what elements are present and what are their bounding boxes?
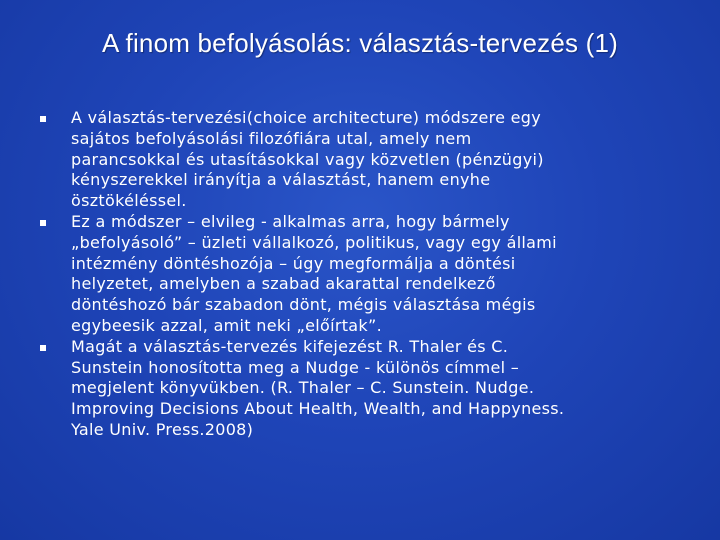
bullet-text: Magát a választás-tervezés kifejezést R. Thaler és C. Sunstein honosította meg a Nudge - különös címmel – megjelent könyvükben. (R. Thaler – C. Sunstein. Nudge. Improving Decisions About Health, Wealth, and Happyness. Yale Univ. Press.2008): [71, 336, 565, 439]
bullet-text: A választás-tervezési(choice architecture) módszere egy sajátos befolyásolási filozófiára utal, amely nem parancsokkal és utasításokkal vagy közvetlen (pénzügyi) kényszerekkel irányítja a választást, hanem enyhe ösztökéléssel.: [71, 108, 544, 211]
square-bullet-icon: [40, 220, 46, 226]
slide-title: A finom befolyásolás: választás-tervezés (1): [101, 28, 619, 58]
bullet-item: [40, 108, 690, 212]
square-bullet-icon: [40, 345, 46, 351]
square-bullet-icon: [40, 116, 46, 122]
bullet-text: Ez a módszer – elvileg - alkalmas arra, hogy bármely „befolyásoló” – üzleti vállalkozó, politikus, vagy egy állami intézmény döntéshozója – úgy megformálja a döntési helyzetet, amelyben a szabad akarattal rendelkező döntéshozó bár szabadon dönt, mégis választása mégis egybeesik azzal, amit neki „előírtak”.: [71, 211, 557, 335]
bullet-list: [40, 108, 690, 441]
bullet-item: [40, 212, 690, 337]
bullet-item: [40, 337, 690, 441]
